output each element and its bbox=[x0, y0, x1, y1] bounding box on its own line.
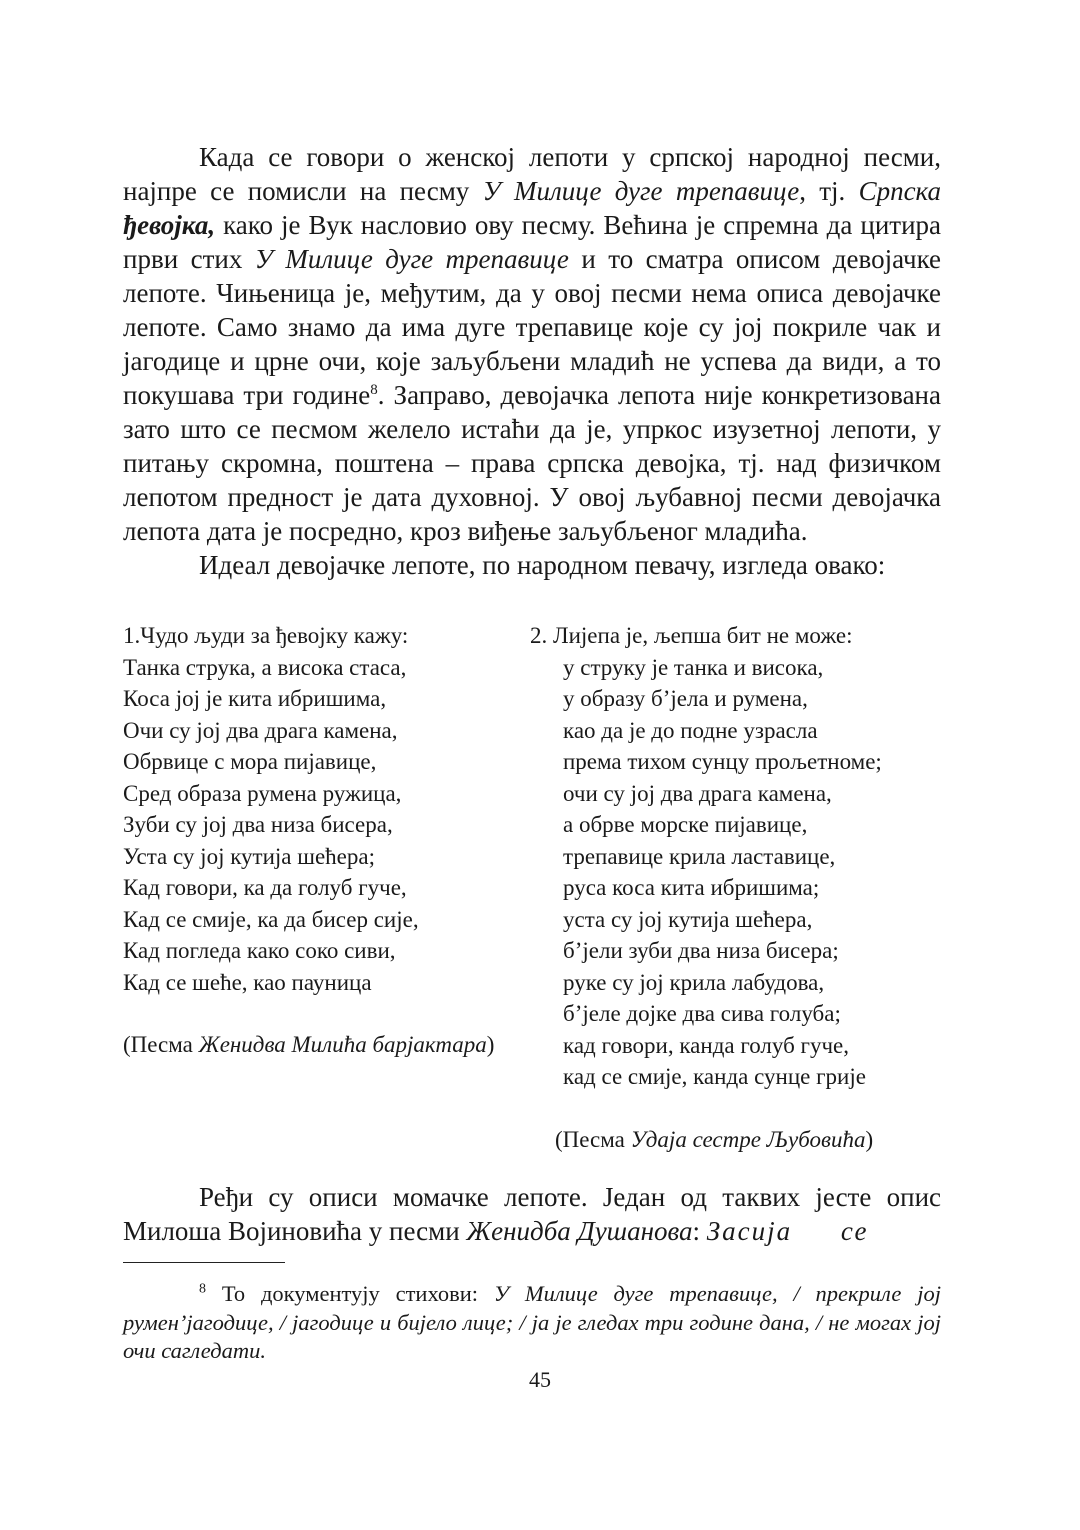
poem1-line: Кад говори, ка да голуб гуче, bbox=[123, 875, 407, 900]
footnote-ref: 8 bbox=[370, 382, 378, 398]
poem2-line: б’јели зуби два низа бисера; bbox=[563, 938, 839, 963]
poem2-line: кад се смије, канда сунце грије bbox=[563, 1064, 866, 1089]
poem-2 bbox=[530, 620, 950, 1155]
paragraph-3: Ређи су описи момачке лепоте. Један од таквих јесте опис Милоша Војиновића у песми Женидба Душанова: Засија се bbox=[123, 1182, 941, 1246]
poem2-line: трепавице крила ластавице, bbox=[563, 843, 836, 869]
poems bbox=[123, 620, 941, 1152]
poem1-line: Зуби су јој два низа бисера, bbox=[123, 812, 393, 837]
poem2-line: б’јеле дојке два сива голуба; bbox=[563, 1001, 841, 1026]
poem-1-source: (Песма Женидва Милића барјактара) bbox=[123, 1032, 495, 1057]
footnote: $^8$ То документују стихови: У Милице дуге трепавице, / прекриле јој румен’јагодице, / јагодице и бијело лице; / ја је гледах три године дана, / не могах јој очи сагледати. bbox=[123, 1281, 941, 1363]
poem1-line: Кад се смије, ка да бисер сије, bbox=[123, 906, 419, 932]
poem-1 bbox=[123, 620, 543, 1061]
poem2-line: као да је до подне узрасла bbox=[563, 717, 818, 743]
poem1-line: Очи су јој два драга камена, bbox=[123, 717, 398, 743]
poem1-line: Танка струка, а висока стаса, bbox=[123, 654, 407, 680]
poem1-line: Кад се шеће, као пауница bbox=[123, 969, 372, 995]
poem2-line: уста су јој кутија шећера, bbox=[563, 906, 813, 932]
paragraph-1: Када се говори о женској лепоти у српској народној песми, најпре се помисли на песму У Милице дуге трепавице, тј. Српска ђевојка, како је Вук насловио ову песму. Већина је спремна да цитира први стих У Милице дуге трепавице и то сматра описом девојачке лепоте. Чињеница је, међутим, да у овој песми нема описа девојачке лепоте. Само знамо да има дуге трепавице које су јој покриле чак и јагодице и црне очи, које заљубљени младић не успева да види, а то покушава три године$^8$. Заправо, девојачка лепота није конкретизована зато што се песмом желело истаћи да је, упркос изузетној лепоти, у питању скромна, поштена – права српска девојка, тј. над физичком лепотом предност је дата духовној. У овој љубавној песми девојачка лепота дата је посредно, кроз виђење заљубљеног младића. bbox=[123, 142, 942, 546]
poem2-line: према тихом сунцу прољетноме; bbox=[563, 749, 882, 774]
poem1-line: 1.Чудо људи за ђевојку кажу: bbox=[123, 623, 409, 648]
poem2-line: руса коса кита ибришима; bbox=[563, 875, 820, 900]
paragraph-2: Идеал девојачке лепоте, по народном певачу, изгледа овако: bbox=[199, 550, 886, 580]
poem1-line: Кад погледа како соко сиви, bbox=[123, 938, 396, 963]
poem1-line: Сред образа румена ружица, bbox=[123, 780, 402, 806]
poem1-line: Уста су јој кутија шећера; bbox=[123, 843, 375, 869]
poem2-line: руке су јој крила лабудова, bbox=[563, 969, 825, 995]
poem1-line: Коса јој је кита ибришима, bbox=[123, 686, 387, 711]
page-number: 45 bbox=[529, 1367, 551, 1392]
poem2-line: а обрве морске пијавице, bbox=[563, 812, 808, 837]
poem-2-source: (Песма Удаја сестре Љубовића) bbox=[555, 1126, 874, 1152]
main-text bbox=[123, 140, 941, 582]
footnote-divider bbox=[123, 1262, 285, 1263]
poem2-line: очи су јој два драга камена, bbox=[563, 780, 832, 806]
poem2-line: 2. Лијепа је, љепша бит не може: bbox=[530, 623, 853, 648]
poem1-line: Обрвице с мора пијавице, bbox=[123, 749, 377, 774]
poem2-line: кад говори, канда голуб гуче, bbox=[563, 1032, 850, 1058]
poem2-line: у струку је танка и висока, bbox=[563, 654, 824, 680]
poem2-line: у образу б’јела и румена, bbox=[563, 686, 808, 711]
paragraph-3-block bbox=[123, 1180, 941, 1248]
